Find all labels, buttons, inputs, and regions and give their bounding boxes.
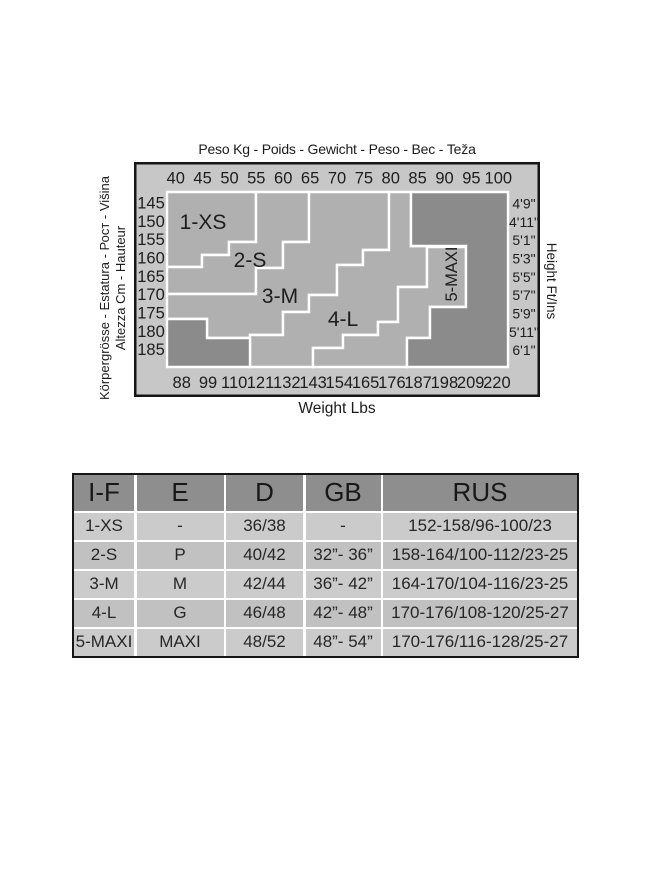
- right-axis-label-ftin: 5'11": [509, 323, 539, 340]
- left-axis-title-line2: Altezza Cm - Hauteur: [113, 225, 128, 351]
- zone-label: 4-L: [327, 308, 359, 331]
- right-axis-label-ftin: 5'9": [512, 305, 536, 322]
- right-axis-label-ftin: 5'1": [512, 232, 536, 249]
- bottom-axis-label-lbs: 121: [246, 374, 275, 392]
- left-axis-label-cm: 145: [137, 194, 165, 213]
- table-cell: 158-164/100-112/23-25: [383, 542, 577, 569]
- size-conversion-table: [72, 473, 579, 658]
- table-cell: 170-176/116-128/25-27: [383, 629, 577, 656]
- table-cell: 3-M: [74, 571, 134, 598]
- right-axis-label-ftin: 4'9": [512, 195, 536, 212]
- table-cell: MAXI: [137, 629, 224, 656]
- zone-label: 2-S: [233, 249, 267, 272]
- bottom-axis-label-lbs: 209: [456, 374, 485, 392]
- bottom-axis-label-lbs: 143: [299, 374, 327, 392]
- table-cell: 170-176/108-120/25-27: [383, 600, 577, 627]
- bottom-axis-label-lbs: 154: [325, 374, 354, 392]
- right-axis-label-ftin: 5'3": [512, 250, 536, 267]
- table-cell: M: [137, 571, 224, 598]
- top-axis-label-kg: 80: [381, 169, 400, 188]
- top-axis-label-kg: 65: [300, 169, 320, 188]
- table-cell: 152-158/96-100/23: [383, 513, 577, 540]
- bottom-axis-label-lbs: 132: [273, 374, 301, 392]
- top-axis-label-kg: 60: [274, 169, 293, 188]
- table-header-rus: RUS: [383, 475, 577, 511]
- table-header-gb: GB: [306, 475, 381, 511]
- table-cell: 36/38: [226, 513, 303, 540]
- table-cell: 1-XS: [74, 513, 134, 540]
- table-header-if: I-F: [74, 475, 134, 511]
- table-cell: 36”- 42”: [306, 571, 381, 598]
- height-weight-zone-chart: [134, 162, 540, 397]
- bottom-axis-label-lbs: 176: [378, 374, 406, 392]
- zone-label: 1-XS: [179, 211, 227, 234]
- bottom-axis-title-weight-lbs: Weight Lbs: [298, 400, 376, 417]
- table-cell: P: [137, 542, 224, 569]
- table-cell: 48/52: [226, 629, 303, 656]
- top-axis-label-kg: 100: [484, 169, 513, 188]
- table-cell: 48”- 54”: [306, 629, 381, 656]
- top-axis-label-kg: 55: [247, 169, 266, 188]
- table-cell: 2-S: [74, 542, 134, 569]
- top-axis-label-kg: 90: [435, 169, 454, 188]
- left-axis-label-cm: 180: [137, 322, 165, 341]
- bottom-axis-label-lbs: 88: [172, 374, 191, 392]
- left-axis-label-cm: 185: [137, 341, 165, 360]
- right-axis-label-ftin: 6'1": [512, 342, 536, 359]
- bottom-axis-label-lbs: 110: [221, 374, 248, 392]
- top-axis-label-kg: 85: [408, 169, 427, 188]
- table-cell: 42”- 48”: [306, 600, 381, 627]
- table-cell: -: [306, 513, 381, 540]
- bottom-axis-label-lbs: 187: [404, 374, 432, 392]
- zone-label: 3-M: [261, 285, 299, 308]
- left-axis-label-cm: 155: [137, 231, 165, 250]
- table-cell: 46/48: [226, 600, 303, 627]
- table-cell: G: [137, 600, 224, 627]
- right-axis-label-ftin: 4'11": [509, 213, 539, 230]
- table-cell: 164-170/104-116/23-25: [383, 571, 577, 598]
- table-header-e: E: [137, 475, 224, 511]
- left-axis-title-line1: Körpergrösse - Estatura - Рост - Višina: [96, 175, 112, 401]
- table-cell: 40/42: [226, 542, 303, 569]
- left-axis-label-cm: 160: [137, 249, 165, 268]
- left-axis-label-cm: 175: [137, 304, 165, 323]
- chart-title-weight-kg: Peso Kg - Poids - Gewicht - Peso - Вес - Teža: [198, 141, 476, 157]
- left-axis-label-cm: 165: [137, 267, 165, 286]
- table-cell: 4-L: [74, 600, 134, 627]
- right-axis-title-height-ftins: Height Ft/Ins: [544, 242, 559, 320]
- zone-label-5-maxi: 5-MAXI: [443, 246, 461, 302]
- table-cell: 5-MAXI: [74, 629, 134, 656]
- table-cell: -: [137, 513, 224, 540]
- top-axis-label-kg: 95: [462, 169, 481, 188]
- table-header-d: D: [226, 475, 303, 511]
- right-axis-label-ftin: 5'7": [512, 287, 536, 304]
- top-axis-label-kg: 70: [327, 169, 347, 188]
- top-axis-label-kg: 45: [193, 169, 212, 188]
- top-axis-label-kg: 40: [166, 169, 185, 188]
- top-axis-label-kg: 75: [354, 169, 374, 188]
- bottom-axis-label-lbs: 99: [198, 374, 218, 392]
- top-axis-label-kg: 50: [220, 169, 239, 188]
- table-cell: 32”- 36”: [306, 542, 381, 569]
- bottom-axis-label-lbs: 165: [351, 374, 380, 392]
- left-axis-title-height-cm: [96, 158, 130, 418]
- table-cell: 42/44: [226, 571, 303, 598]
- left-axis-label-cm: 170: [137, 286, 165, 305]
- right-axis-label-ftin: 5'5": [512, 268, 536, 285]
- left-axis-label-cm: 150: [137, 212, 165, 231]
- bottom-axis-label-lbs: 220: [483, 374, 511, 392]
- bottom-axis-label-lbs: 198: [430, 374, 459, 392]
